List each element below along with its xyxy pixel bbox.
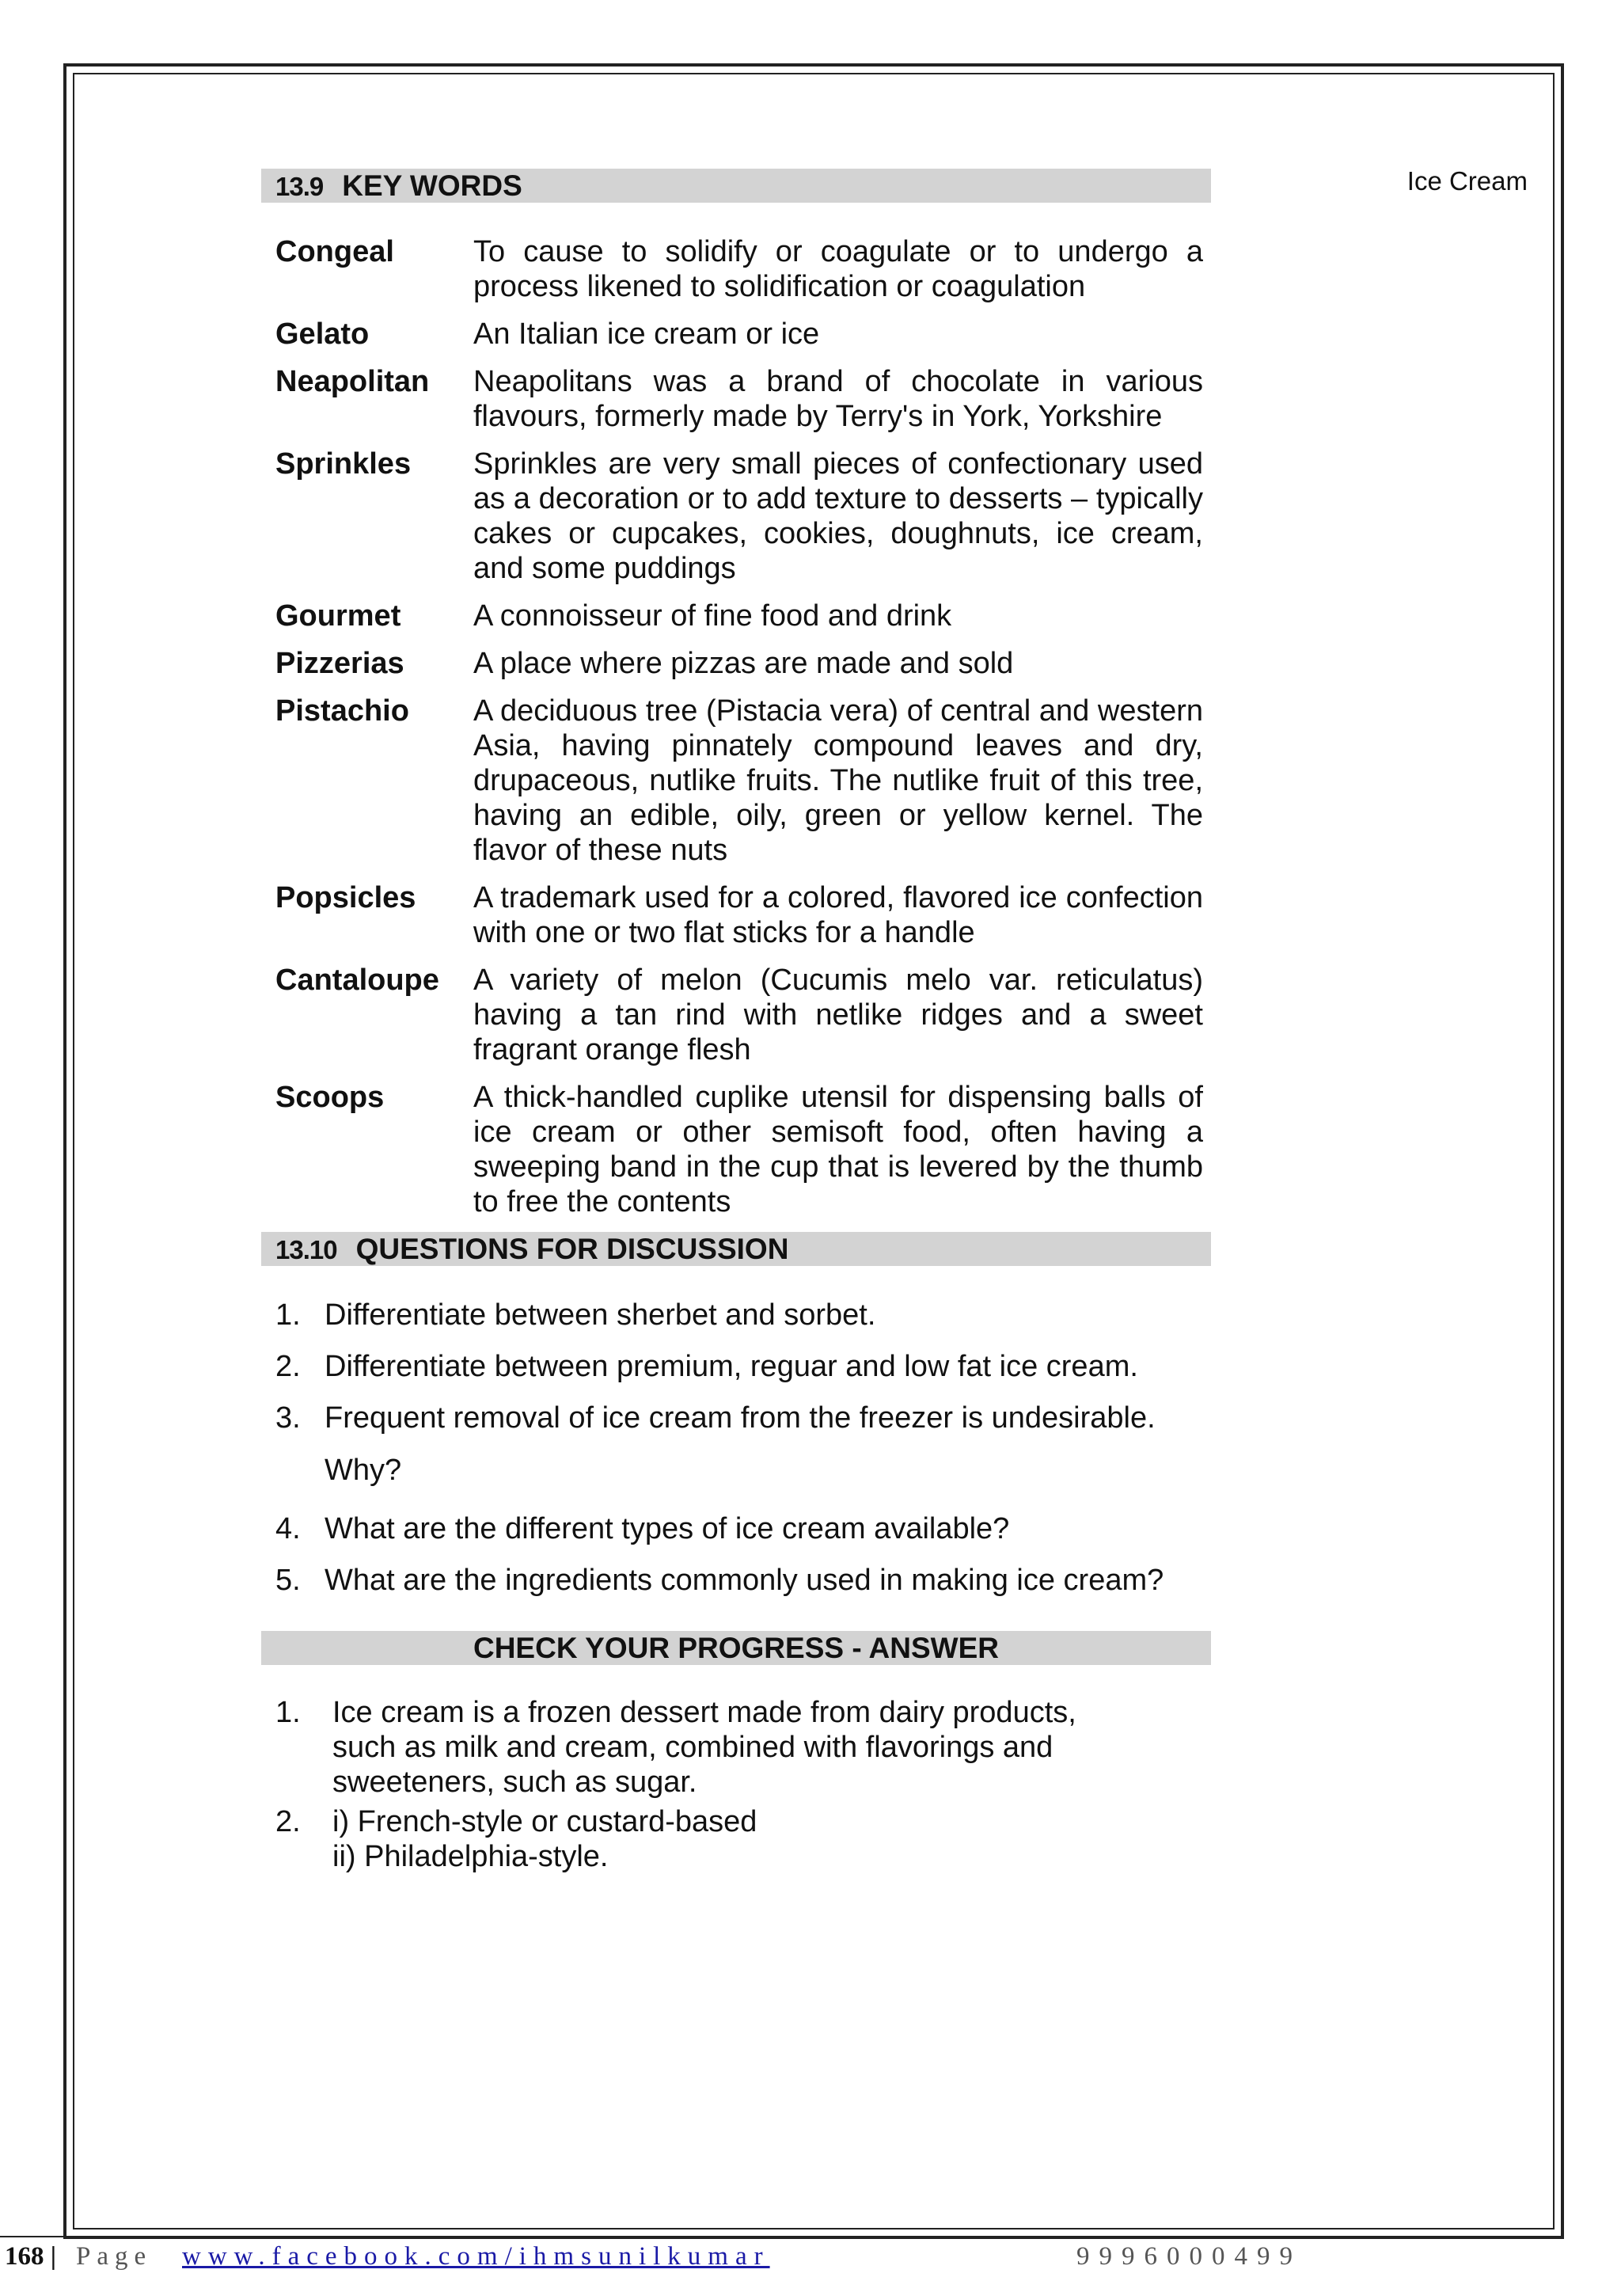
answer-text (332, 1804, 1124, 1874)
question-item (261, 1348, 1211, 1386)
key-word-row (261, 364, 1211, 434)
key-word-term: Neapolitan (275, 365, 430, 398)
answer-number: 1. (275, 1696, 301, 1729)
key-words-heading (261, 169, 1211, 203)
section-title: KEY WORDS (342, 169, 522, 202)
key-word-definition: Neapolitans was a brand of chocolate in various flavours, formerly made by Terry's in York, Yorkshire (473, 365, 1203, 433)
key-word-term: Cantaloupe (275, 964, 439, 997)
key-word-definition: A variety of melon (Cucumis melo var. reticulatus) having a tan rind with netlike ridges and a sweet fragrant orange flesh (473, 964, 1203, 1066)
key-word-definition: A connoisseur of fine food and drink (473, 599, 952, 633)
key-word-definition: A trademark used for a colored, flavored ice confection with one or two flat sticks for a handle (473, 881, 1203, 949)
answer-subitem: ii) Philadelphia-style. (332, 1840, 609, 1873)
question-number: 3. (275, 1401, 301, 1435)
questions-heading (261, 1232, 1211, 1266)
phone-number: 9996000499 (1076, 2242, 1302, 2271)
key-word-term: Pizzerias (275, 647, 404, 680)
key-word-row (261, 317, 1211, 352)
key-word-definition: To cause to solidify or coagulate or to undergo a process likened to solidification or coagulation (473, 235, 1203, 303)
question-number: 2. (275, 1350, 301, 1383)
question-number: 4. (275, 1512, 301, 1545)
page-footer (0, 2242, 1621, 2282)
question-text: What are the ingredients commonly used in making ice cream? (325, 1564, 1164, 1597)
section-number: 13.9 (275, 172, 324, 201)
key-word-row (261, 880, 1211, 950)
key-word-row (261, 447, 1211, 586)
answer-subitem: i) French-style or custard-based (332, 1805, 757, 1838)
question-text: Frequent removal of ice cream from the freezer is undesirable. Why? (325, 1401, 1156, 1487)
facebook-link[interactable]: www.facebook.com/ihmsunilkumar (182, 2242, 770, 2271)
key-word-row (261, 599, 1211, 633)
key-word-definition: Sprinkles are very small pieces of confectionary used as a decoration or to add texture to desserts – typically cakes or cupcakes, cookies, doughnuts, ice cream, and some puddings (473, 447, 1203, 585)
answer-text: Ice cream is a frozen dessert made from dairy products, such as milk and cream, combined with flavorings and sweeteners, such as sugar. (332, 1696, 1076, 1799)
question-text: Differentiate between premium, reguar and low fat ice cream. (325, 1350, 1138, 1383)
key-word-term: Popsicles (275, 881, 416, 914)
running-head: Ice Cream (1407, 166, 1528, 196)
key-word-term: Sprinkles (275, 447, 412, 481)
question-item (261, 1510, 1211, 1548)
page-label: Page (76, 2242, 153, 2271)
key-word-term: Gelato (275, 317, 370, 351)
key-word-term: Scoops (275, 1081, 385, 1114)
question-number: 5. (275, 1564, 301, 1597)
answers-heading: CHECK YOUR PROGRESS - ANSWER (261, 1631, 1211, 1665)
answer-item (261, 1804, 1211, 1874)
key-word-definition: A place where pizzas are made and sold (473, 647, 1014, 680)
key-word-definition: A thick-handled cuplike utensil for dispensing balls of ice cream or other semisoft food, often having a sweeping band in the cup that is levered by the thumb to free the contents (473, 1081, 1203, 1218)
question-number: 1. (275, 1298, 301, 1332)
answer-item (261, 1695, 1211, 1800)
key-word-definition: A deciduous tree (Pistacia vera) of central and western Asia, having pinnately compound leaves and dry, drupaceous, nutlike fruits. The nutlike fruit of this tree, having an edible, oily, green or yellow kernel. The flavor of these nuts (473, 694, 1203, 867)
key-word-row (261, 694, 1211, 868)
page-number: 168 | (5, 2242, 57, 2271)
section-number: 13.10 (275, 1235, 337, 1264)
page-content (261, 169, 1211, 1879)
question-item (261, 1296, 1211, 1334)
section-title: QUESTIONS FOR DISCUSSION (355, 1233, 789, 1265)
question-text: Differentiate between sherbet and sorbet. (325, 1298, 876, 1332)
question-text: What are the different types of ice cream available? (325, 1512, 1010, 1545)
questions-list (261, 1296, 1211, 1599)
key-word-definition: An Italian ice cream or ice (473, 317, 820, 351)
question-item (261, 1399, 1211, 1496)
key-word-term: Congeal (275, 235, 394, 268)
key-word-row (261, 963, 1211, 1067)
key-words-list (261, 234, 1211, 1219)
key-word-term: Pistachio (275, 694, 409, 728)
key-word-term: Gourmet (275, 599, 401, 633)
key-word-row (261, 646, 1211, 681)
answer-number: 2. (275, 1805, 301, 1838)
answers-list (261, 1695, 1211, 1874)
key-word-row (261, 234, 1211, 304)
key-word-row (261, 1080, 1211, 1219)
footer-rule (0, 2236, 1564, 2237)
question-item (261, 1561, 1211, 1599)
